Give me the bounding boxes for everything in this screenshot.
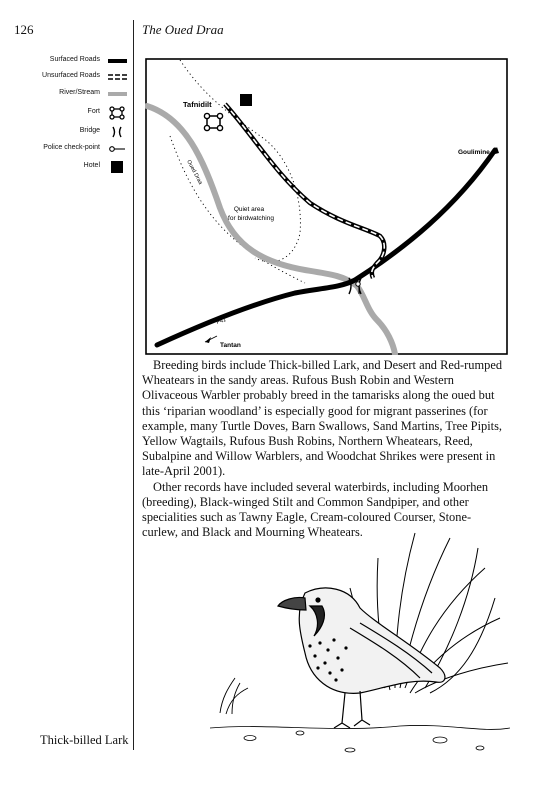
page-number: 126 [14, 22, 34, 37]
label-goulimine: Goulimine [458, 149, 490, 156]
paragraph-breeding-birds: Breeding birds include Thick-billed Lark, and Desert and Red-rumped Wheatears in the sandy areas. Rufous Bush Robin and Western Olivaceous Warbler probably breed in the tamarisks along the oued but this ‘riparian woodland’ is especially good for migrant passerines (for example, many Turtle Doves, Barn Swallows, Sand Martins, Tree Pipits, Yellow Wagtails, Rufous Bush Robins, Northern Wheatears, Reed, Subalpine and Willow Warblers, and Woodchat Shrikes were present in late-April 2001). [142, 358, 503, 479]
thick-billed-lark-illustration [210, 528, 510, 758]
legend-label: Bridge [79, 127, 100, 134]
label-tantan: Tantan [220, 342, 241, 349]
grass-tuft-left [220, 678, 248, 714]
figure-caption: Thick-billed Lark [40, 733, 129, 747]
label-quiet-area-line2: for birdwatching [228, 215, 274, 222]
label-tafnidilt: Tafnidilt [183, 100, 212, 109]
legend-row-fort [6, 106, 130, 120]
legend-label: Surfaced Roads [49, 56, 100, 63]
ground-stones [210, 725, 510, 752]
unsurfaced-road-line-icon [106, 70, 128, 84]
bridge-icon [106, 125, 128, 139]
paragraph-other-records: Other records have included several waterbirds, including Moorhen (breeding), Black-winged Stilt and Common Sandpiper, and other specialities such as Tawny Eagle, Cream-coloured Courser, Stone-curlew, and Black and Mourning Wheatears. [142, 479, 489, 540]
fort-icon [106, 106, 128, 120]
legend-label: Hotel [83, 162, 100, 169]
lark-bird [278, 588, 445, 728]
hotel-icon [240, 94, 252, 106]
site-map [145, 58, 508, 355]
legend-label: River/Stream [59, 89, 100, 96]
legend-row-hotel [6, 160, 130, 174]
label-oued-draa: Oued Draa [185, 159, 204, 186]
label-quiet-area-line1: Quiet area [233, 206, 265, 213]
legend-row-surfaced-roads [6, 54, 130, 68]
legend-label: Fort [87, 108, 100, 115]
label-road-p41: P41 [215, 317, 227, 326]
margin-rule [133, 20, 134, 750]
legend-row-river [6, 87, 130, 101]
running-title: The Oued Draa [142, 22, 224, 37]
legend-label: Unsurfaced Roads [42, 72, 100, 79]
body-text [142, 358, 502, 540]
legend-label: Police check-point [43, 144, 100, 151]
police-checkpoint-icon [106, 142, 128, 156]
hotel-icon [106, 160, 128, 174]
surfaced-road-line-icon [106, 54, 128, 68]
river-line-icon [106, 87, 128, 101]
legend-row-unsurfaced-roads [6, 70, 130, 84]
legend-row-bridge [6, 125, 130, 139]
legend-row-police-checkpoint [6, 142, 130, 156]
